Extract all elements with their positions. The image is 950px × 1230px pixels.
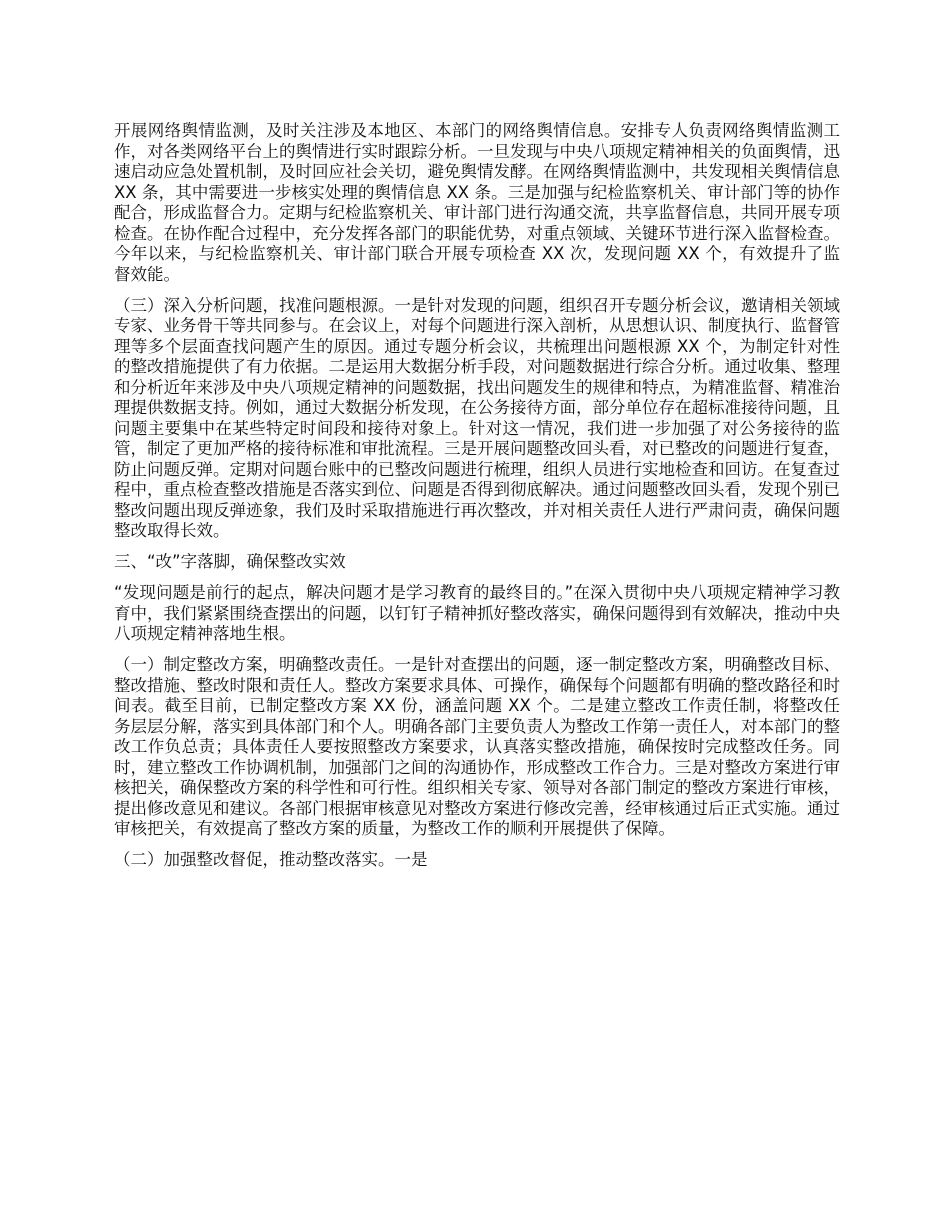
document-body (114, 121, 840, 881)
paragraph-rectification-plan: （一）制定整改方案，明确整改责任。一是针对查摆出的问题，逐一制定整改方案，明确整改目标、整改措施、整改时限和责任人。整改方案要求具体、可操作，确保每个问题都有明确的整改路径和时间表。截至目前，已制定整改方案 XX 份，涵盖问题 XX 个。二是建立整改工作责任制，将整改任务层层分解，落实到具体部门和个人。明确各部门主要负责人为整改工作第一责任人，对本部门的整改工作负总责；具体责任人要按照整改方案要求，认真落实整改措施，确保按时完成整改任务。同时，建立整改工作协调机制，加强部门之间的沟通协作，形成整改工作合力。三是对整改方案进行审核把关，确保整改方案的科学性和可行性。组织相关专家、领导对各部门制定的整改方案进行审核，提出修改意见和建议。各部门根据审核意见对整改方案进行修改完善，经审核通过后正式实施。通过审核把关，有效提高了整改方案的质量，为整改工作的顺利开展提供了保障。 (114, 655, 840, 838)
paragraph-supervision-start: （二）加强整改督促，推动整改落实。一是 (114, 850, 428, 869)
paragraph-quote-intro: “发现问题是前行的起点，解决问题才是学习教育的最终目的。”在深入贯彻中央八项规定精神学习教育中，我们紧紧围绕查摆出的问题，以钉钉子精神抓好整改落实，确保问题得到有效解决，推动中央八项规定精神落地生根。 (114, 583, 840, 643)
paragraph-network-monitoring: 开展网络舆情监测，及时关注涉及本地区、本部门的网络舆情信息。安排专人负责网络舆情监测工作，对各类网络平台上的舆情进行实时跟踪分析。一旦发现与中央八项规定精神相关的负面舆情，迅速启动应急处置机制，及时回应社会关切，避免舆情发酵。在网络舆情监测中，共发现相关舆情信息 XX 条，其中需要进一步核实处理的舆情信息 XX 条。三是加强与纪检监察机关、审计部门等的协作配合，形成监督合力。定期与纪检监察机关、审计部门进行沟通交流，共享监督信息，共同开展专项检查。在协作配合过程中，充分发挥各部门的职能优势，对重点领域、关键环节进行深入监督检查。今年以来，与纪检监察机关、审计部门联合开展专项检查 XX 次，发现问题 XX 个，有效提升了监督效能。 (114, 121, 840, 284)
paragraph-analyze-problems: （三）深入分析问题，找准问题根源。一是针对发现的问题，组织召开专题分析会议，邀请相关领域专家、业务骨干等共同参与。在会议上，对每个问题进行深入剖析，从思想认识、制度执行、监督管理等多个层面查找问题产生的原因。通过专题分析会议，共梳理出问题根源 XX 个，为制定针对性的整改措施提供了有力依据。二是运用大数据分析手段，对问题数据进行综合分析。通过收集、整理和分析近年来涉及中央八项规定精神的问题数据，找出问题发生的规律和特点，为精准监督、精准治理提供数据支持。例如，通过大数据分析发现，在公务接待方面，部分单位存在超标准接待问题，且问题主要集中在某些特定时间段和接待对象上。针对这一情况，我们进一步加强了对公务接待的监管，制定了更加严格的接待标准和审批流程。三是开展问题整改回头看，对已整改的问题进行复查，防止问题反弹。定期对问题台账中的已整改问题进行梳理，组织人员进行实地检查和回访。在复查过程中，重点检查整改措施是否落实到位、问题是否得到彻底解决。通过问题整改回头看，发现个别已整改问题出现反弹迹象，我们及时采取措施进行再次整改，并对相关责任人进行严肃问责，确保问题整改取得长效。 (114, 295, 840, 540)
section-heading-rectification: 三、“改”字落脚，确保整改实效 (114, 552, 346, 571)
